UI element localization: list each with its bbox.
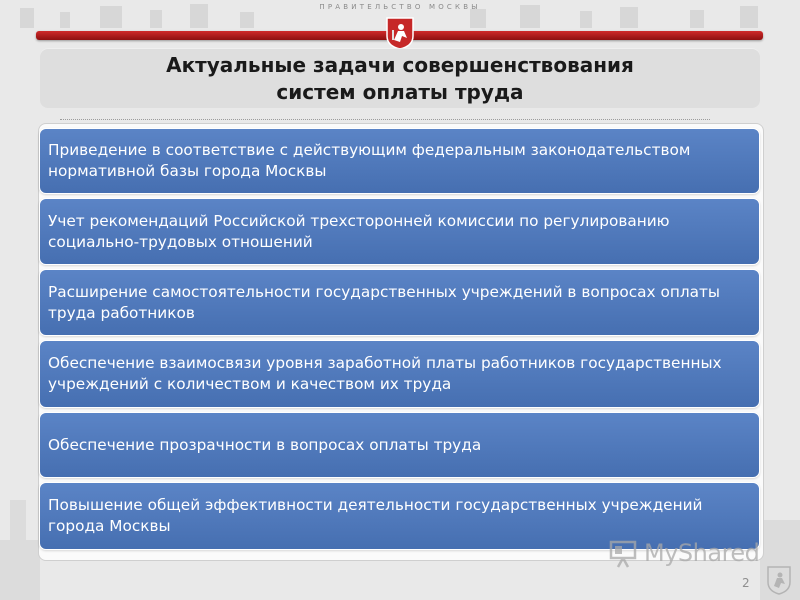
task-item [39, 412, 760, 478]
page-number: 2 [742, 576, 750, 590]
task-item-text: Обеспечение взаимосвязи уровня заработной платы работников государственных учреждений с количеством и качеством их труда [48, 354, 722, 393]
divider-line [60, 119, 710, 120]
moscow-coat-of-arms-icon [385, 16, 415, 50]
task-item [39, 269, 760, 336]
task-item [39, 128, 760, 194]
task-item-text: Обеспечение прозрачности в вопросах оплаты труда [48, 435, 482, 454]
task-item [39, 198, 760, 265]
task-item-text: Приведение в соответствие с действующим федеральным законодательством нормативной базы города Москвы [48, 141, 691, 180]
watermark [608, 537, 768, 567]
task-item [39, 340, 760, 408]
task-item-text: Повышение общей эффективности деятельности государственных учреждений города Москвы [48, 496, 703, 535]
moscow-coat-of-arms-icon [766, 565, 792, 595]
slide-title [40, 48, 760, 106]
presentation-board-icon [608, 537, 640, 569]
government-label: ПРАВИТЕЛЬСТВО МОСКВЫ [319, 3, 481, 11]
watermark-text: MyShared [644, 539, 760, 567]
title-line-1: Актуальные задачи совершенствования [166, 53, 634, 77]
task-item-text: Учет рекомендаций Российской трехсторонней комиссии по регулированию социально-трудовых отношений [48, 211, 670, 251]
task-item-text: Расширение самостоятельности государственных учреждений в вопросах оплаты труда работников [48, 282, 720, 322]
title-line-2: систем оплаты труда [276, 80, 524, 104]
